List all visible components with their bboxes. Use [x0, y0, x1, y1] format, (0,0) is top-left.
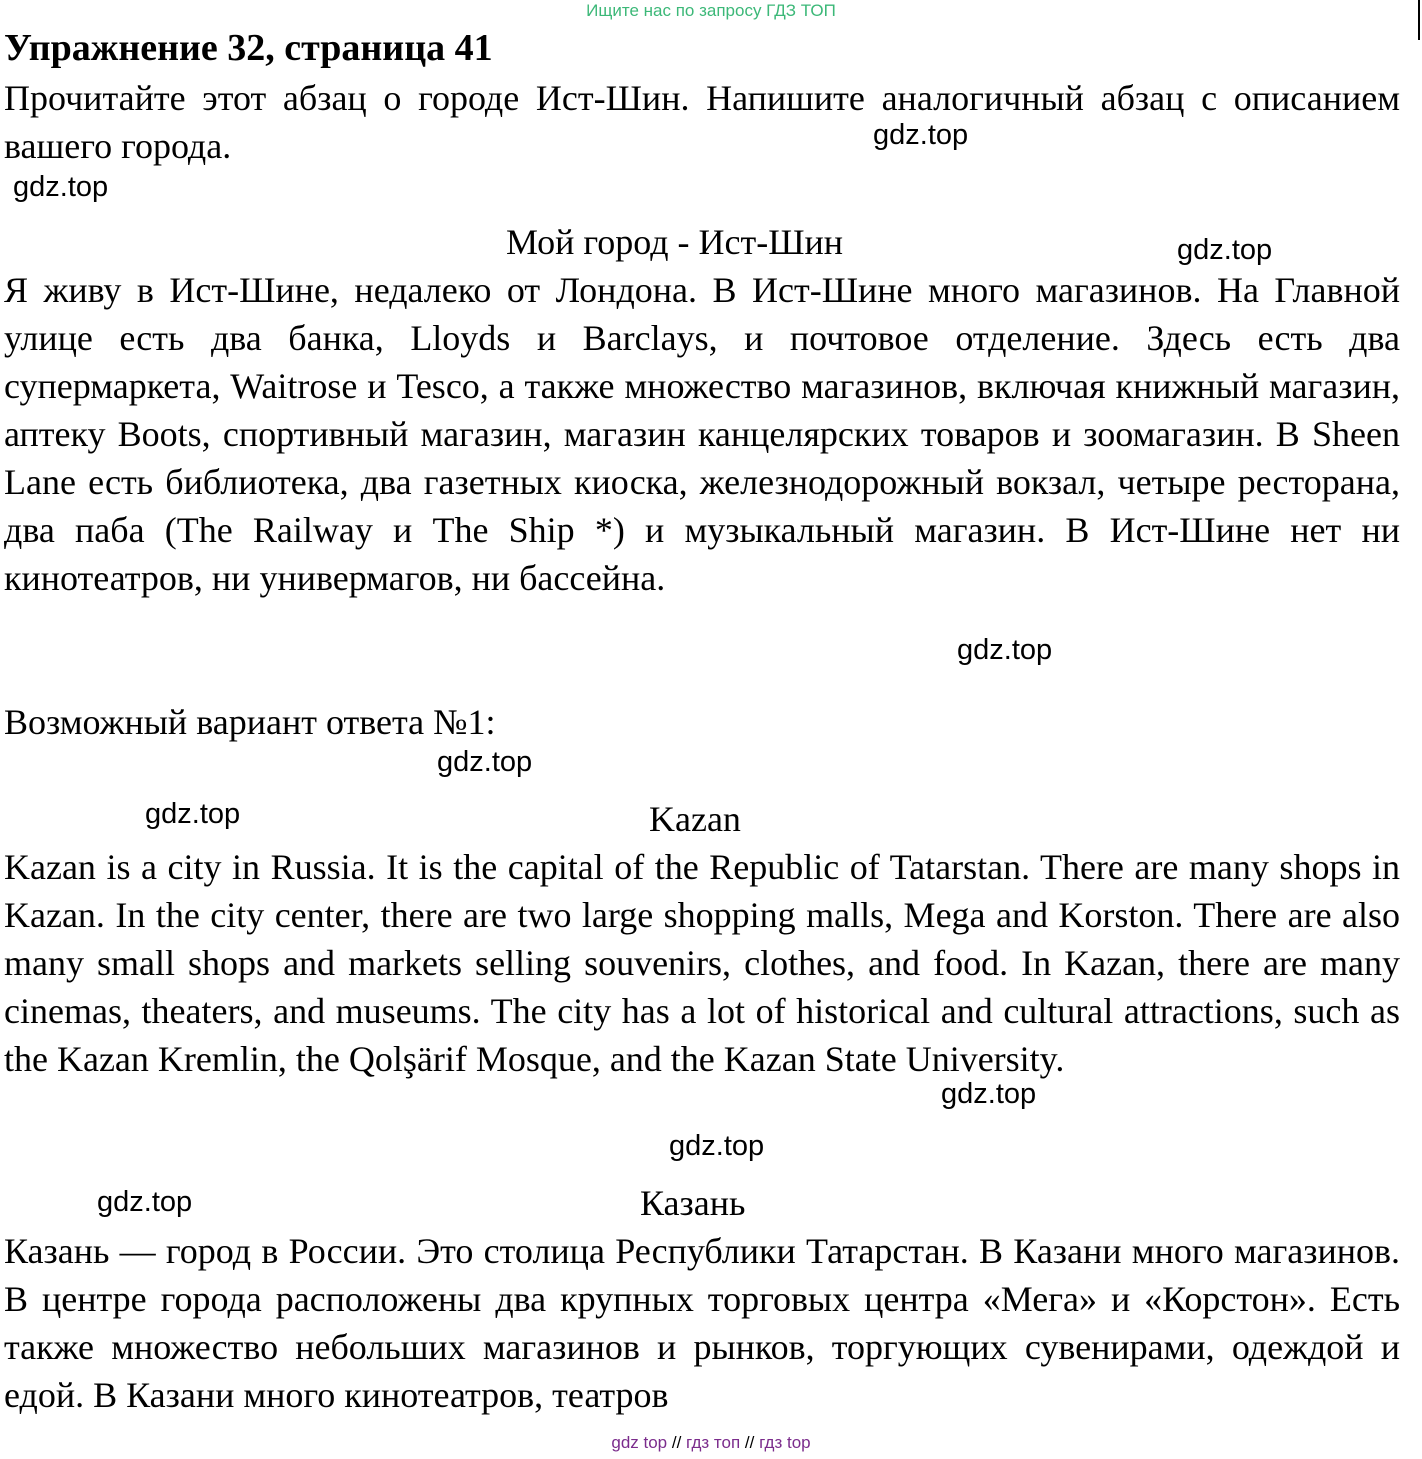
answer-ru-heading: Казань — [640, 1183, 746, 1223]
footer-links — [0, 1432, 1422, 1454]
watermark: gdz.top — [1177, 234, 1273, 266]
footer-separator: // — [671, 1433, 682, 1452]
text-heading: Мой город - Ист-Шин — [506, 222, 844, 262]
watermark: gdz.top — [97, 1186, 193, 1218]
footer-separator: // — [744, 1433, 755, 1452]
watermark: gdz.top — [669, 1130, 765, 1162]
watermark: gdz.top — [13, 171, 109, 203]
text-body: Я живу в Ист-Шине, недалеко от Лондона. В Ист-Шине много магазинов. На Главной улице есть два банка, Lloyds и Barclays, и почтовое отделение. Здесь есть два супермаркета, Waitrose и Tesco, а также множество магазинов, включая книжный магазин, аптеку Boots, спортивный магазин, магазин канцелярских товаров и зоомагазин. В Sheen Lane есть библиотека, два газетных киоска, железнодорожный вокзал, четыре ресторана, два паба (The Railway и The Ship *) и музыкальный магазин. В Ист-Шине нет ни кинотеатров, ни универмагов, ни бассейна. — [4, 270, 1400, 598]
page-title: Упражнение 32, страница 41 — [4, 27, 493, 69]
watermark: gdz.top — [941, 1078, 1037, 1110]
footer-link-gdz-top-mixed[interactable]: гдз top — [759, 1433, 811, 1452]
watermark: gdz.top — [957, 634, 1053, 666]
task-instruction: Прочитайте этот абзац о городе Ист-Шин. Напишите аналогичный абзац с описанием вашего города. — [4, 78, 1400, 166]
answer-label: Возможный вариант ответа №1: — [4, 702, 496, 742]
page-edge-line — [1418, 0, 1420, 40]
answer-ru-body: Казань — город в России. Это столица Республики Татарстан. В Казани много магазинов. В центре города расположены два крупных торговых центра «Мега» и «Корстон». Есть также множество небольших магазинов и рынков, торгующих сувенирами, одеждой и едой. В Казани много кинотеатров, театров — [4, 1231, 1400, 1415]
answer-en-body: Kazan is a city in Russia. It is the capital of the Republic of Tatarstan. There are many shops in Kazan. In the city center, there are two large shopping malls, Mega and Korston. There are also many small shops and markets selling souvenirs, clothes, and food. In Kazan, there are many cinemas, theaters, and museums. The city has a lot of historical and cultural attractions, such as the Kazan Kremlin, the Qolşärif Mosque, and the Kazan State University. — [4, 847, 1400, 1079]
watermark: gdz.top — [145, 798, 241, 830]
answer-en-heading: Kazan — [649, 799, 741, 839]
watermark: gdz.top — [873, 119, 969, 151]
footer-link-gdz-top[interactable]: gdz top — [611, 1433, 668, 1452]
footer-link-gdz-top-ru[interactable]: гдз топ — [686, 1433, 741, 1452]
watermark: gdz.top — [437, 746, 533, 778]
top-banner[interactable]: Ищите нас по запросу ГДЗ ТОП — [586, 1, 836, 20]
